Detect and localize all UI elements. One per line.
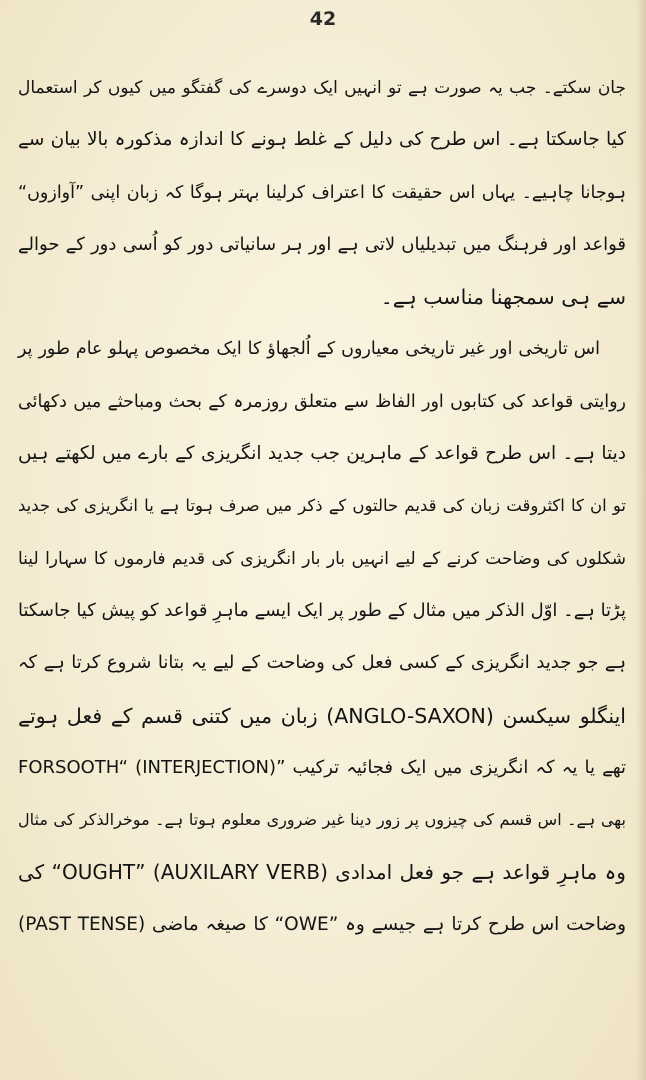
text-line: اس تاریخی اور غیر تاریخی معیاروں کے اُلجھاؤ کا ایک مخصوص پہلو عام طور پر (18, 339, 600, 360)
text-line: وہ ماہرِ قواعد ہے جو فعل امدادی (AUXILARY VERB) ”OUGHT“ کی (18, 860, 626, 885)
text-line: روایتی قواعد کی کتابوں اور الفاظ سے متعلق روزمرہ کے بحث ومباحثے میں دکھائی (18, 391, 626, 412)
text-line: تھے یا یہ کہ انگریزی میں ایک فجائیہ ترکیب ”FORSOOTH“ (INTERJECTION) (18, 756, 627, 778)
text-line: ہوجانا چاہیے۔ یہاں اس حقیقت کا اعتراف کرلینا بہتر ہوگا کہ زبان اپنی ”آوازوں“ (18, 182, 626, 203)
text-line: قواعد اور فرہنگ میں تبدیلیاں لاتی ہے اور ہر سانیاتی دور کو اُسی دور کے حوالے (18, 233, 626, 255)
text-line: اینگلو سیکسن (ANGLO-SAXON) زبان میں کتنی قسم کے فعل ہوتے (18, 703, 626, 728)
page-number: 42 (309, 8, 337, 30)
text-line: ہے جو جدید انگریزی کے کسی فعل کی وضاحت کے لیے یہ بتانا شروع کرتا ہے کہ (18, 652, 626, 674)
body-text (18, 66, 626, 955)
text-line: کیا جاسکتا ہے۔ اس طرح کی دلیل کے غلط ہونے کا اندازہ مذکورہ بالا بیان سے (18, 129, 626, 151)
text-line: دیتا ہے۔ اس طرح قواعد کے ماہرین جب جدید انگریزی کے بارے میں لکھتے ہیں (18, 443, 626, 465)
text-line: جان سکتے۔ جب یہ صورت ہے تو انہیں ایک دوسرے کی گفتگو میں کیوں کر استعمال (18, 78, 626, 98)
text-line: تو ان کا اکثروقت زبان کی قدیم حالتوں کے ذکر میں صرف ہوتا ہے یا انگریزی کی جدید (18, 496, 626, 516)
text-line: شکلوں کی وضاحت کرنے کے لیے انہیں بار بار انگریزی کی قدیم فارموں کا سہارا لینا (18, 548, 626, 569)
text-line: سے ہی سمجھنا مناسب ہے۔ (380, 285, 626, 310)
text-line: وضاحت اس طرح کرتا ہے جیسے وہ ”OWE“ کا صیغہ ماضی (PAST TENSE) (18, 913, 626, 935)
text-line: پڑتا ہے۔ اوّل الذکر میں مثال کے طور پر ایک ایسے ماہرِ قواعد کو پیش کیا جاسکتا (18, 599, 626, 621)
text-line: بھی ہے۔ اس قسم کی چیزوں پر زور دینا غیر ضروری معلوم ہوتا ہے۔ موخرالذکر کی مثال (18, 810, 626, 830)
